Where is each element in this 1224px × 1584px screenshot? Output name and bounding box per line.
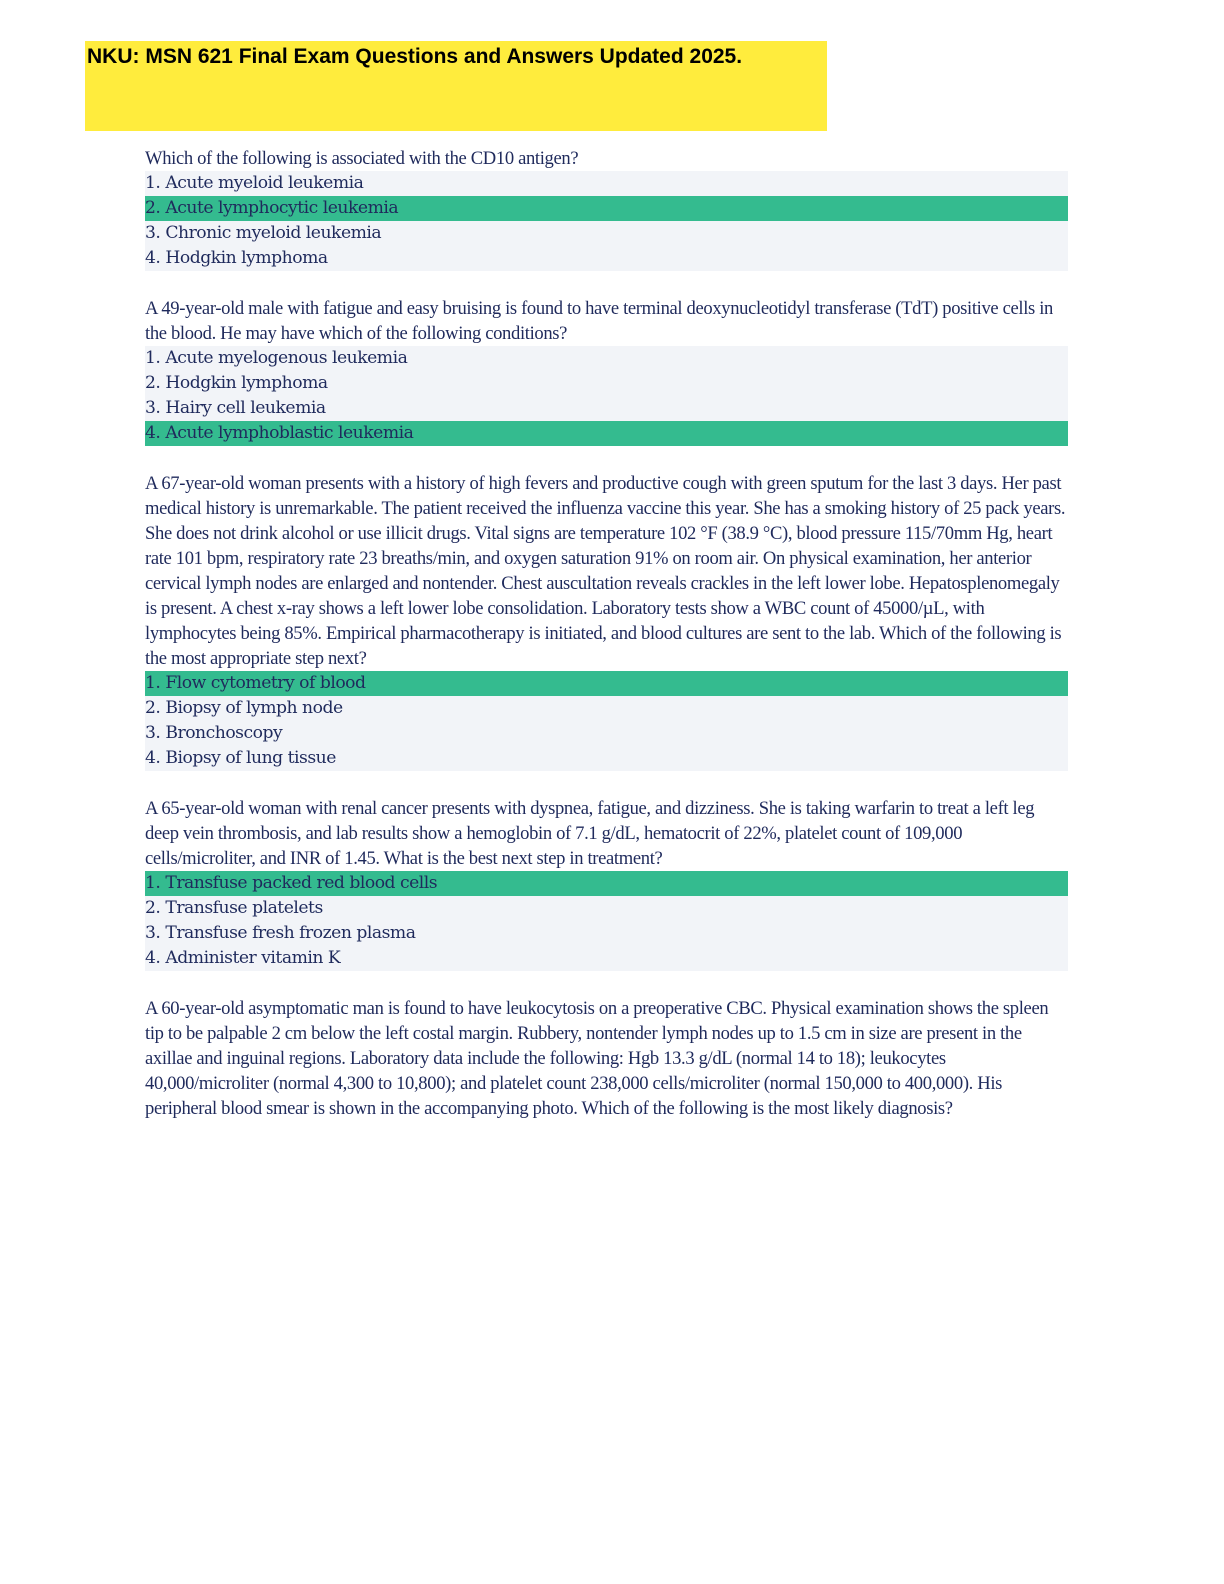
question-1	[145, 146, 1068, 271]
answer-option[interactable]: 2. Hodgkin lymphoma	[145, 371, 1068, 396]
question-5	[145, 996, 1068, 1121]
answer-option[interactable]: 3. Bronchoscopy	[145, 721, 1068, 746]
answer-option[interactable]: 3. Transfuse fresh frozen plasma	[145, 921, 1068, 946]
answer-option-correct[interactable]: 2. Acute lymphocytic leukemia	[145, 196, 1068, 221]
title-banner	[85, 41, 827, 131]
answer-option-correct[interactable]: 1. Transfuse packed red blood cells	[145, 871, 1068, 896]
question-stem: A 65-year-old woman with renal cancer presents with dyspnea, fatigue, and dizziness. She is taking warfarin to treat a left leg deep vein thrombosis, and lab results show a hemoglobin of 7.1 g/dL, hematocrit of 22%, platelet count of 109,000 cells/microliter, and INR of 1.45. What is the best next step in treatment?	[145, 798, 1035, 869]
answer-option[interactable]: 2. Transfuse platelets	[145, 896, 1068, 921]
question-2	[145, 296, 1068, 446]
question-stem: A 49-year-old male with fatigue and easy bruising is found to have terminal deoxynucleotidyl transferase (TdT) positive cells in the blood. He may have which of the following conditions?	[145, 298, 1054, 344]
answer-option[interactable]: 4. Hodgkin lymphoma	[145, 246, 1068, 271]
question-4	[145, 796, 1068, 971]
answer-option[interactable]: 3. Hairy cell leukemia	[145, 396, 1068, 421]
question-list	[145, 146, 1068, 1146]
answer-option[interactable]: 1. Acute myeloid leukemia	[145, 171, 1068, 196]
question-stem: A 67-year-old woman presents with a history of high fevers and productive cough with green sputum for the last 3 days. Her past medical history is unremarkable. The patient received the influenza vaccine this year. She has a smoking history of 25 pack years. She does not drink alcohol or use illicit drugs. Vital signs are temperature 102 °F (38.9 °C), blood pressure 115/70mm Hg, heart rate 101 bpm, respiratory rate 23 breaths/min, and oxygen saturation 91% on room air. On physical examination, her anterior cervical lymph nodes are enlarged and nontender. Chest auscultation reveals crackles in the left lower lobe. Hepatosplenomegaly is present. A chest x-ray shows a left lower lobe consolidation. Laboratory tests show a WBC count of 45000/µL, with lymphocytes being 85%. Empirical pharmacotherapy is initiated, and blood cultures are sent to the lab. Which of the following is the most appropriate step next?	[145, 473, 1066, 669]
answer-option[interactable]: 3. Chronic myeloid leukemia	[145, 221, 1068, 246]
question-stem: Which of the following is associated with the CD10 antigen?	[145, 148, 579, 169]
question-stem: A 60-year-old asymptomatic man is found to have leukocytosis on a preoperative CBC. Physical examination shows the spleen tip to be palpable 2 cm below the left costal margin. Rubbery, nontender lymph nodes up to 1.5 cm in size are present in the axillae and inguinal regions. Laboratory data include the following: Hgb 13.3 g/dL (normal 14 to 18); leukocytes 40,000/microliter (normal 4,300 to 10,800); and platelet count 238,000 cells/microliter (normal 150,000 to 400,000). His peripheral blood smear is shown in the accompanying photo. Which of the following is the most likely diagnosis?	[145, 998, 1049, 1119]
answer-option[interactable]: 2. Biopsy of lymph node	[145, 696, 1068, 721]
answer-option-correct[interactable]: 4. Acute lymphoblastic leukemia	[145, 421, 1068, 446]
answer-option[interactable]: 4. Biopsy of lung tissue	[145, 746, 1068, 771]
answer-option[interactable]: 1. Acute myelogenous leukemia	[145, 346, 1068, 371]
answer-option-correct[interactable]: 1. Flow cytometry of blood	[145, 671, 1068, 696]
page-title: NKU: MSN 621 Final Exam Questions and Answers Updated 2025.	[87, 45, 743, 68]
question-3	[145, 471, 1068, 771]
answer-option[interactable]: 4. Administer vitamin K	[145, 946, 1068, 971]
